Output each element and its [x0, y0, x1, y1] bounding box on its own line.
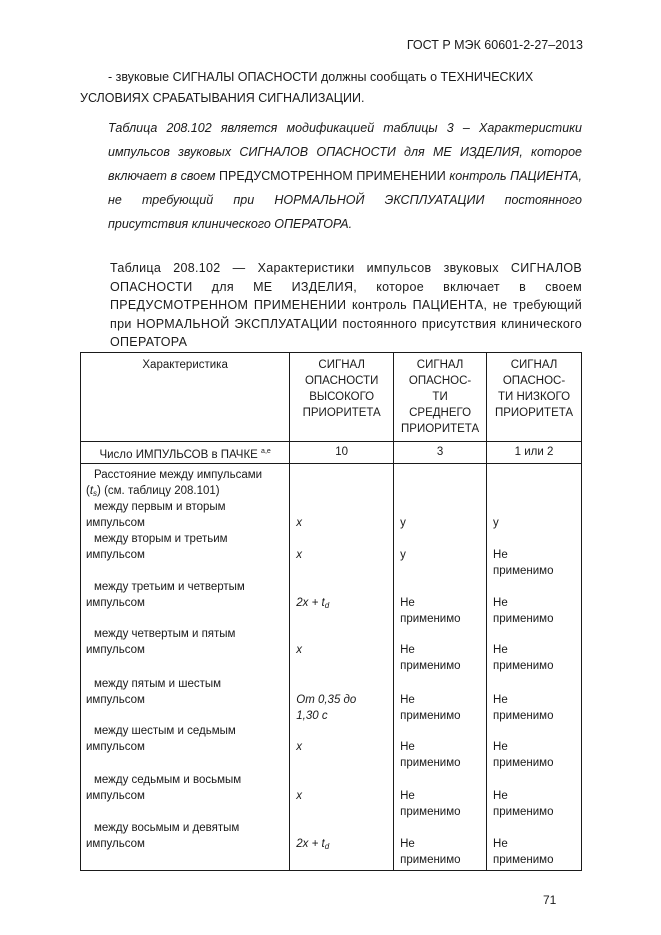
- document-header: ГОСТ Р МЭК 60601-2-27–2013: [406, 38, 583, 52]
- header-characteristic: Характеристика: [81, 353, 290, 442]
- header-high-priority: СИГНАЛ ОПАСНОСТИ ВЫСОКОГО ПРИОРИТЕТА: [290, 353, 394, 442]
- page-number: 71: [543, 893, 557, 907]
- table-row-pulse-count: Число ИМПУЛЬСОВ в ПАЧКЕ $^{a,e}$ 10 3 1 или 2: [81, 442, 582, 464]
- paragraph-alarm-signals: - звуковые СИГНАЛЫ ОПАСНОСТИ должны сообщать о ТЕХНИЧЕСКИХ УСЛОВИЯХ СРАБАТЫВАНИЯ СИГНАЛИЗАЦИИ.: [80, 70, 534, 105]
- spacing-labels-cell: Расстояние между импульсами $(t_s)$ (см. таблицу 208.101) между первым и вторым импульсом между вторым и третьим импульсом между третьим и четвертым импульсом между четвертым и пятым импульсом между пятым и шестым импульсом между шестым и седьмым импульсом между седьмым и восьмым импульсом между восьмым и девятым импульсом: [81, 464, 290, 871]
- spacing-low-cell: y Не применимо Не применимо Не применимо Не применимо Не применимо Не применимо Не применимо: [487, 464, 582, 871]
- header-medium-priority: СИГНАЛ ОПАСНОС- ТИ СРЕДНЕГО ПРИОРИТЕТА: [394, 353, 487, 442]
- table-row-pulse-spacing: [81, 464, 582, 871]
- table-header-row: [81, 353, 582, 442]
- paragraph-table-modification: Таблица 208.102 является модификацией таблицы 3 – Характеристики импульсов звуковых СИГНАЛОВ ОПАСНОСТИ для МЕ ИЗДЕЛИЯ, которое включает в своем ПРЕДУСМОТРЕННОМ ПРИМЕНЕНИИ контроль ПАЦИЕНТА, не требующий при НОРМАЛЬНОЙ ЭКСПЛУАТАЦИИ постоянного присутствия клинического ОПЕРАТОРА.: [108, 121, 582, 231]
- table-title: Таблица 208.102 — Характеристики импульсов звуковых СИГНАЛОВ ОПАСНОСТИ для МЕ ИЗДЕЛИЯ, которое включает в своем ПРЕДУСМОТРЕННОМ ПРИМЕНЕНИИ контроль ПАЦИЕНТА, не требующий при НОРМАЛЬНОЙ ЭКСПЛУАТАЦИИ постоянного присутствия клинического ОПЕРАТОРА: [110, 261, 582, 349]
- spacing-high-cell: x x $2x + t_d$ x От 0,35 до 1,30 с x x $2x + t_d$: [290, 464, 394, 871]
- pulse-characteristics-table: [80, 352, 582, 871]
- header-low-priority: СИГНАЛ ОПАСНОС- ТИ НИЗКОГО ПРИОРИТЕТА: [487, 353, 582, 442]
- spacing-medium-cell: y y Не применимо Не применимо Не применимо Не применимо Не применимо Не применимо: [394, 464, 487, 871]
